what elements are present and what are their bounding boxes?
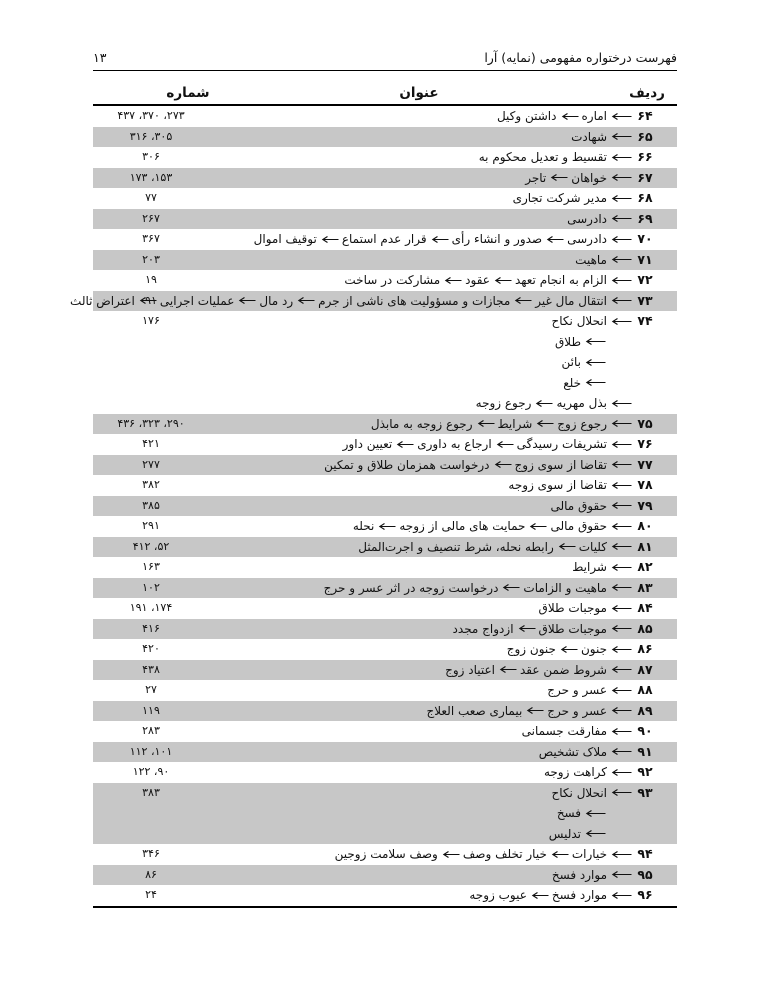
entry-path	[426, 701, 632, 722]
row-number: ۹۲	[637, 764, 653, 779]
row-number: ۸۹	[637, 702, 653, 718]
tree-arrow-icon	[610, 153, 632, 162]
entry-refs: ۱۰۱، ۱۱۲	[129, 744, 173, 758]
entry-path-segment: شرایط	[572, 560, 607, 575]
tree-arrow-icon	[320, 235, 339, 244]
tree-arrow-icon	[610, 665, 632, 674]
index-row	[93, 168, 677, 189]
entry-path-segment: مدیر شرکت تجاری	[512, 191, 607, 206]
entry-path	[513, 188, 632, 209]
row-number: ۹۴	[637, 846, 653, 861]
row-number: ۸۷	[637, 661, 653, 677]
entry-path	[550, 496, 632, 517]
page-title: فهرست درختواره مفهومی (نمایه) آرا	[484, 50, 677, 65]
index-row	[93, 660, 677, 681]
entry-path-segment: انحلال نکاح	[551, 314, 607, 329]
entry-path-segment: خیارات	[571, 847, 607, 862]
entry-path-segment: دادرسی	[567, 232, 607, 247]
index-row	[93, 680, 677, 701]
entry-path	[479, 147, 632, 168]
index-row	[93, 783, 677, 804]
entry-refs: ۴۲۰	[142, 642, 160, 655]
entry-path	[572, 557, 632, 578]
tree-arrow-icon	[584, 809, 606, 818]
tree-arrow-icon	[501, 583, 520, 592]
index-subrow	[93, 824, 677, 845]
entry-path-segment: خیار تخلف وصف	[462, 847, 547, 862]
row-number: ۷۹	[637, 497, 653, 513]
entry-path-segment: بائن	[561, 355, 581, 370]
entry-path-segment: اماره	[581, 109, 607, 124]
tree-arrow-icon	[560, 112, 579, 121]
entry-path-segment: انحلال نکاح	[551, 785, 607, 800]
entry-path-segment: شرایط	[497, 416, 533, 431]
entry-path-segment: ماهیت و الزامات	[523, 580, 607, 595]
entry-path-segment: ارجاع به داوری	[417, 437, 492, 452]
entry-path-segment: دادرسی	[567, 211, 607, 226]
entry-refs: ۳۶۷	[142, 232, 160, 245]
tree-arrow-icon	[610, 399, 632, 408]
entry-path	[555, 332, 606, 353]
index-row	[93, 311, 677, 332]
entry-refs: ۳۸۵	[142, 498, 160, 512]
tree-arrow-icon	[610, 317, 632, 326]
index-row	[93, 250, 677, 271]
entry-path-segment: تقاضا از سوی زوجه	[508, 478, 607, 493]
page-header	[93, 44, 677, 65]
row-number: ۶۶	[637, 149, 653, 164]
index-row	[93, 578, 677, 599]
entry-path-segment: قرار عدم استماع	[341, 232, 427, 247]
entry-path	[343, 434, 632, 455]
tree-arrow-icon	[535, 419, 554, 428]
row-number: ۸۶	[637, 641, 653, 656]
row-number: ۷۱	[637, 251, 653, 267]
entry-refs: ۴۲۱	[142, 437, 160, 450]
tree-arrow-icon	[610, 501, 632, 510]
tree-arrow-icon	[395, 440, 414, 449]
entry-path-segment: عیوب زوجه	[469, 888, 527, 903]
tree-arrow-icon	[559, 645, 578, 654]
tree-arrow-icon	[441, 850, 460, 859]
index-row	[93, 865, 677, 886]
entry-path	[544, 762, 632, 783]
index-row	[93, 762, 677, 783]
entry-path	[469, 885, 632, 906]
entry-path-segment: عسر و حرج	[547, 703, 607, 718]
index-subrow	[93, 332, 677, 353]
tree-arrow-icon	[610, 522, 632, 531]
index-row	[93, 557, 677, 578]
tree-arrow-icon	[610, 686, 632, 695]
entry-path-segment: شروط ضمن عقد	[520, 662, 607, 677]
tree-arrow-icon	[610, 481, 632, 490]
tree-arrow-icon	[610, 645, 632, 654]
entry-path-segment: توقیف اموال	[253, 232, 317, 247]
entry-refs: ۱۵۳، ۱۷۳	[129, 170, 173, 184]
column-header-title: عنوان	[399, 85, 439, 101]
entry-path-segment: مجازات و مسؤولیت های ناشی از جرم	[318, 293, 511, 308]
row-number: ۸۲	[637, 559, 653, 574]
entry-refs: ۹۰، ۱۲۲	[132, 765, 170, 778]
entry-refs: ۱۷۴، ۱۹۱	[129, 601, 173, 614]
entry-path-segment: ماهیت	[575, 252, 607, 267]
entry-path	[562, 352, 606, 373]
table-column-headers	[93, 71, 677, 104]
entry-path	[353, 516, 632, 537]
entry-path	[324, 578, 632, 599]
row-number: ۷۵	[637, 415, 653, 431]
entry-refs: ۲۴	[145, 888, 157, 901]
index-row	[93, 639, 677, 660]
tree-arrow-icon	[610, 727, 632, 736]
tree-arrow-icon	[610, 542, 632, 551]
tree-arrow-icon	[610, 173, 632, 182]
tree-arrow-icon	[610, 870, 632, 879]
index-row	[93, 434, 677, 455]
entry-refs: ۴۳۸	[142, 662, 160, 676]
tree-arrow-icon	[610, 460, 632, 469]
entry-path-segment: حمایت های مالی از زوجه	[399, 519, 526, 534]
row-number: ۶۵	[637, 128, 653, 144]
index-row	[93, 188, 677, 209]
entry-path	[445, 660, 632, 681]
entry-path	[453, 619, 632, 640]
tree-arrow-icon	[584, 358, 606, 367]
tree-arrow-icon	[610, 788, 632, 797]
entry-path-segment: شهادت	[571, 129, 607, 144]
entry-path-segment: ملاک تشخیص	[538, 744, 607, 759]
entry-path	[507, 639, 632, 660]
tree-arrow-icon	[528, 522, 547, 531]
row-number: ۹۱	[637, 743, 653, 759]
tree-arrow-icon	[525, 706, 544, 715]
entry-path	[508, 475, 632, 496]
entry-path	[539, 598, 632, 619]
index-row	[93, 619, 677, 640]
index-row	[93, 270, 677, 291]
entry-path-segment: درخواست همزمان طلاق و تمکین	[324, 457, 490, 472]
entry-path-segment: حقوق مالی	[550, 498, 607, 513]
tree-arrow-icon	[610, 276, 632, 285]
row-number: ۷۴	[637, 313, 653, 328]
entry-path-segment: موارد فسخ	[551, 867, 607, 882]
entry-path-segment: بذل مهریه	[556, 396, 607, 411]
entry-refs: ۲۹۰، ۳۲۳، ۴۳۶	[117, 416, 185, 430]
tree-arrow-icon	[610, 768, 632, 777]
index-row	[93, 106, 677, 127]
entry-refs: ۲۷	[145, 683, 157, 696]
tree-arrow-icon	[550, 850, 569, 859]
index-row	[93, 455, 677, 476]
tree-arrow-icon	[545, 235, 564, 244]
entry-refs: ۳۰۵، ۳۱۶	[129, 129, 173, 143]
row-number: ۹۵	[637, 866, 653, 882]
row-number: ۶۹	[637, 210, 653, 226]
entry-path	[571, 127, 632, 148]
row-number: ۶۸	[637, 190, 653, 205]
entry-path	[552, 311, 632, 332]
index-row	[93, 721, 677, 742]
entry-refs: ۲۷۷	[142, 457, 160, 471]
entry-path-segment: رجوع زوجه به مابذل	[370, 416, 473, 431]
entry-path	[567, 209, 632, 230]
index-subrow	[93, 373, 677, 394]
index-row	[93, 496, 677, 517]
index-row	[93, 516, 677, 537]
page-number: ۱۳	[93, 50, 107, 65]
entry-path-segment: اعتیاد زوج	[445, 662, 495, 677]
entry-refs: ۲۹۱	[142, 519, 160, 532]
tree-arrow-icon	[610, 747, 632, 756]
entry-path-segment: اعتراض ثالث	[70, 293, 135, 308]
row-number: ۶۷	[637, 169, 653, 185]
entry-path	[552, 865, 632, 886]
entry-path-segment: عملیات اجرایی	[159, 293, 235, 308]
entry-path	[371, 414, 632, 435]
entry-refs: ۲۶۷	[142, 211, 160, 225]
index-subrow	[93, 393, 677, 414]
tree-arrow-icon	[549, 173, 568, 182]
tree-arrow-icon	[517, 624, 536, 633]
index-row	[93, 742, 677, 763]
index-row	[70, 291, 677, 312]
entry-refs: ۱۱۹	[142, 703, 160, 717]
tree-arrow-icon	[377, 522, 396, 531]
tree-arrow-icon	[493, 460, 512, 469]
entry-path-segment: موارد فسخ	[551, 888, 607, 903]
tree-arrow-icon	[610, 604, 632, 613]
entry-refs: ۱۷۶	[142, 314, 160, 327]
entry-path-segment: تشریفات رسیدگی	[516, 437, 607, 452]
row-number: ۷۳	[637, 292, 653, 308]
entry-path	[344, 270, 632, 291]
tree-arrow-icon	[610, 583, 632, 592]
entry-path	[549, 824, 606, 845]
tree-arrow-icon	[610, 624, 632, 633]
tree-arrow-icon	[610, 891, 632, 900]
entry-path-segment: کراهت زوجه	[543, 765, 607, 780]
index-subrow	[93, 352, 677, 373]
entry-path-segment: تاجر	[525, 170, 547, 185]
row-number: ۸۱	[637, 538, 653, 554]
entry-path	[557, 803, 606, 824]
entry-path-segment: انتقال مال غیر	[535, 293, 607, 308]
row-number: ۷۸	[637, 477, 653, 492]
entry-path-segment: الزام به انجام تعهد	[514, 273, 607, 288]
tree-arrow-icon	[296, 296, 315, 305]
entry-path-segment: تعیین داور	[342, 437, 393, 452]
row-number: ۹۶	[637, 887, 653, 902]
entry-path-segment: فسخ	[556, 806, 581, 821]
index-rows	[70, 106, 677, 906]
entry-path-segment: رد مال	[259, 293, 294, 308]
row-number: ۷۲	[637, 272, 653, 287]
entry-path	[254, 229, 632, 250]
entry-path-segment: موجبات طلاق	[538, 601, 607, 616]
tree-arrow-icon	[610, 706, 632, 715]
entry-path-segment: بیماری صعب العلاج	[426, 703, 523, 718]
entry-refs: ۲۷۳، ۳۷۰، ۴۳۷	[117, 109, 185, 122]
index-row	[93, 885, 677, 906]
entry-path	[335, 844, 632, 865]
entry-path	[552, 783, 632, 804]
table-bottom-rule	[93, 906, 677, 908]
index-row	[93, 475, 677, 496]
entry-path-segment: رجوع زوج	[557, 416, 607, 431]
row-number: ۶۴	[637, 108, 653, 123]
tree-arrow-icon	[495, 440, 514, 449]
entry-path-segment: تقاضا از سوی زوج	[514, 457, 607, 472]
tree-arrow-icon	[610, 194, 632, 203]
entry-path-segment: تقسیط و تعدیل محکوم به	[478, 150, 607, 165]
entry-refs: ۱۶۳	[142, 560, 160, 573]
entry-path-segment: جنون	[580, 642, 607, 657]
row-number: ۸۵	[637, 620, 653, 636]
index-row	[93, 414, 677, 435]
tree-arrow-icon	[610, 419, 632, 428]
row-number: ۹۳	[637, 784, 653, 800]
tree-arrow-icon	[584, 378, 606, 387]
entry-refs: ۹۱	[145, 293, 157, 307]
entry-refs: ۸۶	[145, 867, 157, 881]
entry-path-segment: حقوق مالی	[550, 519, 607, 534]
entry-path-segment: داشتن وکیل	[496, 109, 557, 124]
tree-arrow-icon	[513, 296, 532, 305]
row-number: ۷۰	[637, 231, 653, 246]
entry-path-segment: درخواست زوجه در اثر عسر و حرج	[323, 580, 499, 595]
entry-path	[497, 106, 632, 127]
row-number: ۸۸	[637, 682, 653, 697]
tree-arrow-icon	[610, 563, 632, 572]
entry-path	[575, 250, 632, 271]
entry-path-segment: خلع	[563, 375, 581, 390]
tree-arrow-icon	[610, 255, 632, 264]
row-number: ۹۰	[637, 723, 653, 738]
entry-path-segment: رابطه نحله، شرط تنصیف و اجرت‌المثل	[358, 539, 554, 554]
page-content	[70, 44, 677, 908]
entry-path	[476, 393, 632, 414]
index-row	[93, 537, 677, 558]
entry-path-segment: نحله	[352, 519, 375, 534]
entry-path-segment: وصف سلامت زوجین	[334, 847, 438, 862]
index-row	[93, 147, 677, 168]
column-header-number: شماره	[166, 85, 210, 101]
entry-refs: ۴۱۶	[142, 621, 160, 635]
entry-refs: ۷۷	[145, 191, 157, 204]
entry-path	[525, 168, 632, 189]
entry-path-segment: جنون زوج	[506, 642, 556, 657]
tree-arrow-icon	[610, 112, 632, 121]
tree-arrow-icon	[610, 296, 632, 305]
tree-arrow-icon	[443, 276, 462, 285]
tree-arrow-icon	[584, 337, 606, 346]
entry-path	[522, 721, 632, 742]
index-row	[93, 598, 677, 619]
entry-path	[539, 742, 632, 763]
row-number: ۸۰	[637, 518, 653, 533]
entry-path-segment: ازدواج مجدد	[452, 621, 514, 636]
index-row	[93, 844, 677, 865]
entry-refs: ۱۰۲	[142, 580, 160, 594]
entry-path-segment: موجبات طلاق	[538, 621, 607, 636]
tree-arrow-icon	[584, 829, 606, 838]
index-subrow	[93, 803, 677, 824]
entry-path	[324, 455, 632, 476]
tree-arrow-icon	[534, 399, 553, 408]
entry-path-segment: تدلیس	[548, 826, 581, 841]
entry-refs: ۲۰۳	[142, 252, 160, 266]
index-row	[93, 229, 677, 250]
row-number: ۷۷	[637, 456, 653, 472]
tree-arrow-icon	[557, 542, 576, 551]
entry-path-segment: عقود	[465, 273, 490, 288]
tree-arrow-icon	[430, 235, 449, 244]
tree-arrow-icon	[237, 296, 256, 305]
entry-path-segment: مفارقت جسمانی	[521, 724, 607, 739]
tree-arrow-icon	[610, 850, 632, 859]
tree-arrow-icon	[476, 419, 495, 428]
tree-arrow-icon	[530, 891, 549, 900]
tree-arrow-icon	[610, 214, 632, 223]
entry-refs: ۳۸۳	[142, 785, 160, 799]
index-row	[93, 127, 677, 148]
entry-refs: ۳۴۶	[142, 847, 160, 860]
index-row	[93, 701, 677, 722]
entry-path	[547, 680, 632, 701]
row-number: ۷۶	[637, 436, 653, 451]
entry-path-segment: رجوع زوجه	[475, 396, 532, 411]
row-number: ۸۴	[637, 600, 653, 615]
tree-arrow-icon	[493, 276, 512, 285]
tree-arrow-icon	[498, 665, 517, 674]
entry-path	[563, 373, 606, 394]
tree-arrow-icon	[610, 132, 632, 141]
entry-refs: ۳۸۲	[142, 478, 160, 491]
tree-arrow-icon	[610, 440, 632, 449]
entry-refs: ۳۰۶	[142, 150, 160, 163]
entry-refs: ۲۸۳	[142, 724, 160, 737]
entry-path-segment: طلاق	[554, 334, 581, 349]
row-number: ۸۳	[637, 579, 653, 595]
entry-refs: ۵۲، ۴۱۲	[132, 539, 170, 553]
tree-arrow-icon	[610, 235, 632, 244]
index-row	[93, 209, 677, 230]
entry-path-segment: مشارکت در ساخت	[344, 273, 441, 288]
entry-path-segment: کلیات	[578, 539, 607, 554]
entry-path-segment: صدور و انشاء رأی	[451, 232, 543, 247]
entry-path-segment: عسر و حرج	[547, 683, 607, 698]
entry-path-segment: خواهان	[571, 170, 607, 185]
column-header-row: ردیف	[629, 85, 665, 101]
entry-path	[358, 537, 632, 558]
entry-refs: ۱۹	[145, 273, 157, 286]
